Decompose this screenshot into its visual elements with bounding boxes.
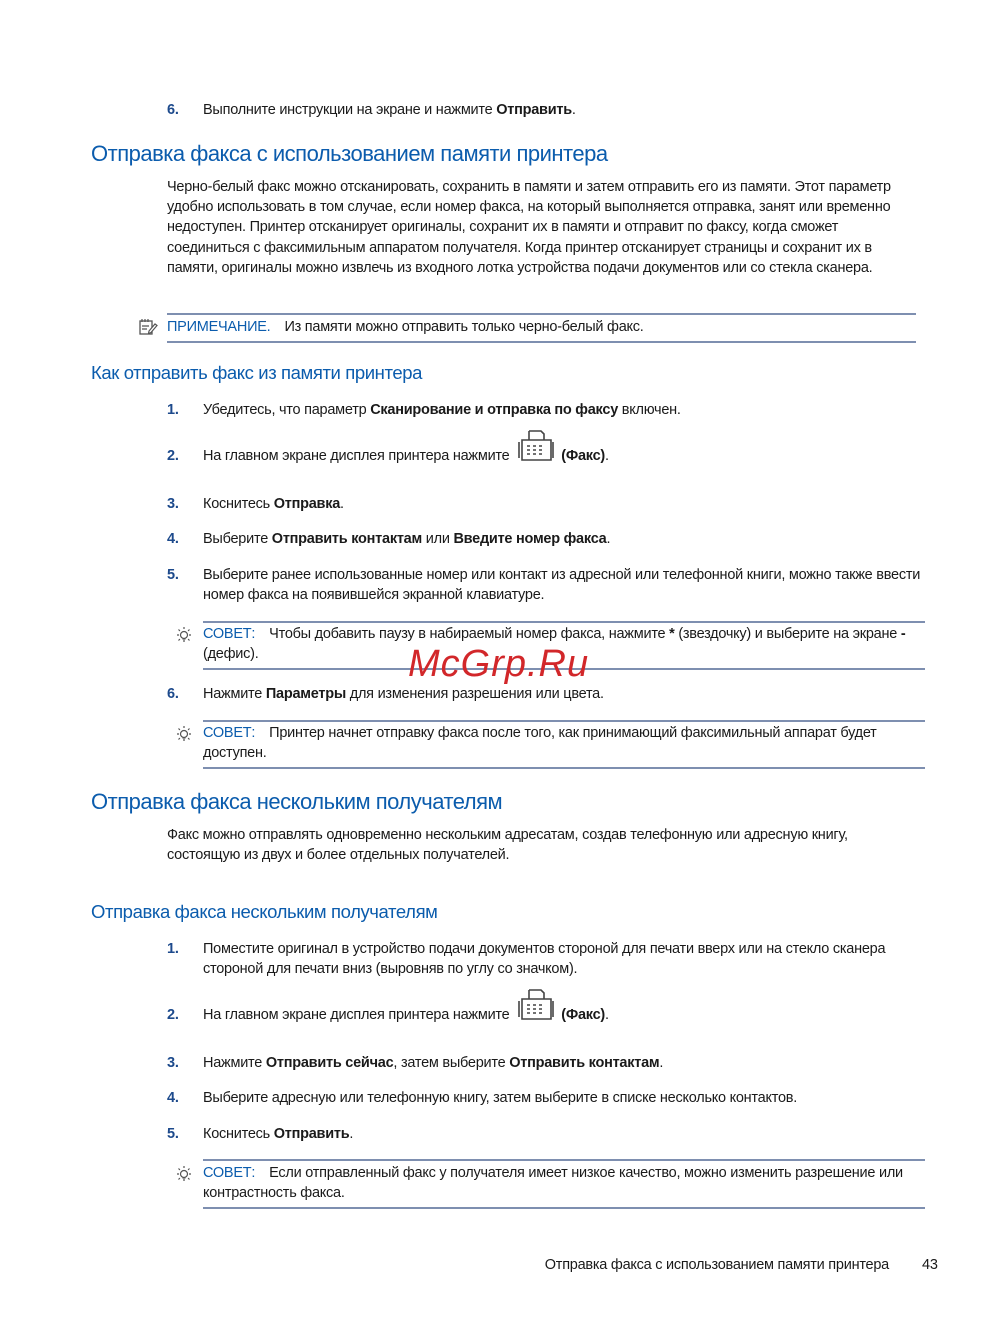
tip [203, 723, 923, 763]
text: . [340, 496, 344, 512]
step-number: 2. [167, 448, 179, 464]
step-number: 1. [167, 402, 179, 418]
bold-term: (Факс) [561, 1007, 605, 1023]
text: Коснитесь [203, 496, 274, 512]
bold-term: Отправить сейчас [265, 1055, 394, 1071]
text: Выберите [203, 531, 272, 547]
fax-icon [517, 428, 555, 462]
step-text: Выберите адресную или телефонную книгу, затем выберите в списке несколько контактов. [203, 1090, 798, 1106]
bold-term: Отправить [496, 102, 572, 118]
step-text: Поместите оригинал в устройство подачи документов стороной для печати вверх или на стекло сканера стороной для печати вниз (выровняв по углу со значком). [203, 941, 886, 977]
note [167, 317, 927, 337]
tip [203, 1163, 903, 1203]
divider [203, 1159, 925, 1161]
bold-term: * [669, 626, 675, 642]
text: . [659, 1055, 664, 1071]
step-number: 3. [167, 496, 179, 512]
divider [203, 621, 925, 623]
text: На главном экране дисплея принтера нажмите [203, 448, 514, 464]
section-paragraph: Черно-белый факс можно отсканировать, сохранить в памяти и затем отправить его из памяти. Этот параметр удобно использовать в том случае, если номер факса, на который выполняется отправка, занят или временно недоступен. Принтер отсканирует оригиналы, сохранит их в памяти и отправит по факсу, когда сможет соединиться с факсимильным аппаратом получателя. Когда принтер отсканирует страницы и сохранит их в памяти, оригиналы можно извлечь из входного лотка устройства подачи документов или со стекла сканера. [167, 179, 891, 276]
note-icon [138, 318, 158, 336]
step-text [203, 100, 923, 120]
step-number: 2. [167, 1007, 179, 1023]
text: Выполните инструкции на экране и нажмите [203, 102, 497, 118]
tip-label: СОВЕТ: [203, 725, 256, 741]
divider [203, 720, 925, 722]
step-number: 6. [167, 102, 179, 118]
divider [167, 341, 916, 343]
text: Нажмите [203, 1055, 266, 1071]
text: или [421, 531, 454, 547]
step-number: 4. [167, 1090, 179, 1106]
text: . [349, 1126, 354, 1142]
divider [203, 1207, 925, 1209]
section-title: Отправка факса с использованием памяти принтера [91, 141, 608, 166]
section-paragraph: Факс можно отправлять одновременно нескольким адресатам, создав телефонную или адресную книгу, состоящую из двух и более отдельных получателей. [167, 827, 848, 864]
tip-text: Если отправленный факс у получателя имеет низкое качество, можно изменить разрешение или контрастность факса. [203, 1165, 903, 1201]
text: Чтобы добавить паузу в набираемый номер факса, нажмите [269, 626, 670, 642]
step-number: 5. [167, 1126, 179, 1142]
bold-term: Отправить [273, 1126, 350, 1142]
tip-label: СОВЕТ: [203, 1165, 256, 1181]
step-text: Выберите ранее использованные номер или контакт из адресной или телефонной книги, можно также ввести номер факса на появившейся экранной клавиатуре. [203, 567, 921, 603]
text: включен. [618, 402, 681, 418]
step-number: 5. [167, 567, 179, 583]
bold-term: Отправить контактам [509, 1055, 660, 1071]
step-number: 6. [167, 686, 179, 702]
step-number: 4. [167, 531, 179, 547]
subsection-title: Отправка факса нескольким получателям [91, 901, 438, 922]
bold-term: Отправить контактам [271, 531, 422, 547]
bold-term: Параметры [265, 686, 346, 702]
lightbulb-icon [174, 1165, 194, 1185]
fax-icon [517, 987, 555, 1021]
text: для изменения разрешения или цвета. [345, 686, 604, 702]
step-text [203, 400, 923, 420]
step-text [203, 1053, 923, 1073]
tip-text: Принтер начнет отправку факса после того, как принимающий факсимильный аппарат будет доступен. [203, 725, 877, 761]
text: (звездочку) и выберите на экране [674, 626, 901, 642]
text: Нажмите [203, 686, 266, 702]
step-text [203, 1124, 923, 1144]
note-label: ПРИМЕЧАНИЕ. [167, 319, 271, 335]
text: . [605, 448, 609, 464]
step-text [203, 1005, 923, 1025]
bold-term: Сканирование и отправка по факсу [370, 402, 619, 418]
lightbulb-icon [174, 725, 194, 745]
step-text [203, 684, 923, 704]
tip-label: СОВЕТ: [203, 626, 256, 642]
text: На главном экране дисплея принтера нажмите [203, 1007, 514, 1023]
text: . [571, 102, 576, 118]
bold-term: Введите номер факса [453, 531, 607, 547]
bold-term: (Факс) [561, 448, 605, 464]
text: . [605, 1007, 609, 1023]
step-number: 3. [167, 1055, 179, 1071]
subsection-title: Как отправить факс из памяти принтера [91, 362, 423, 383]
section-title: Отправка факса нескольким получателям [91, 789, 503, 814]
note-text: Из памяти можно отправить только черно-белый факс. [284, 319, 644, 335]
fax-icon-slot [513, 450, 561, 460]
text: (дефис). [203, 646, 259, 662]
step-text [203, 529, 923, 549]
divider [167, 313, 916, 315]
text: . [606, 531, 611, 547]
text: Коснитесь [203, 1126, 274, 1142]
text: Убедитесь, что параметр [203, 402, 371, 418]
step-text [203, 446, 923, 466]
bold-term: Отправка [273, 496, 341, 512]
step-text [203, 494, 923, 514]
page-number: 43 [922, 1257, 938, 1273]
text: , затем выберите [393, 1055, 510, 1071]
lightbulb-icon [174, 626, 194, 646]
fax-icon-slot [513, 1009, 561, 1019]
watermark: McGrp.Ru [408, 643, 590, 685]
bold-term: - [900, 626, 906, 642]
divider [203, 767, 925, 769]
step-number: 1. [167, 941, 179, 957]
footer-title: Отправка факса с использованием памяти принтера [544, 1257, 889, 1273]
